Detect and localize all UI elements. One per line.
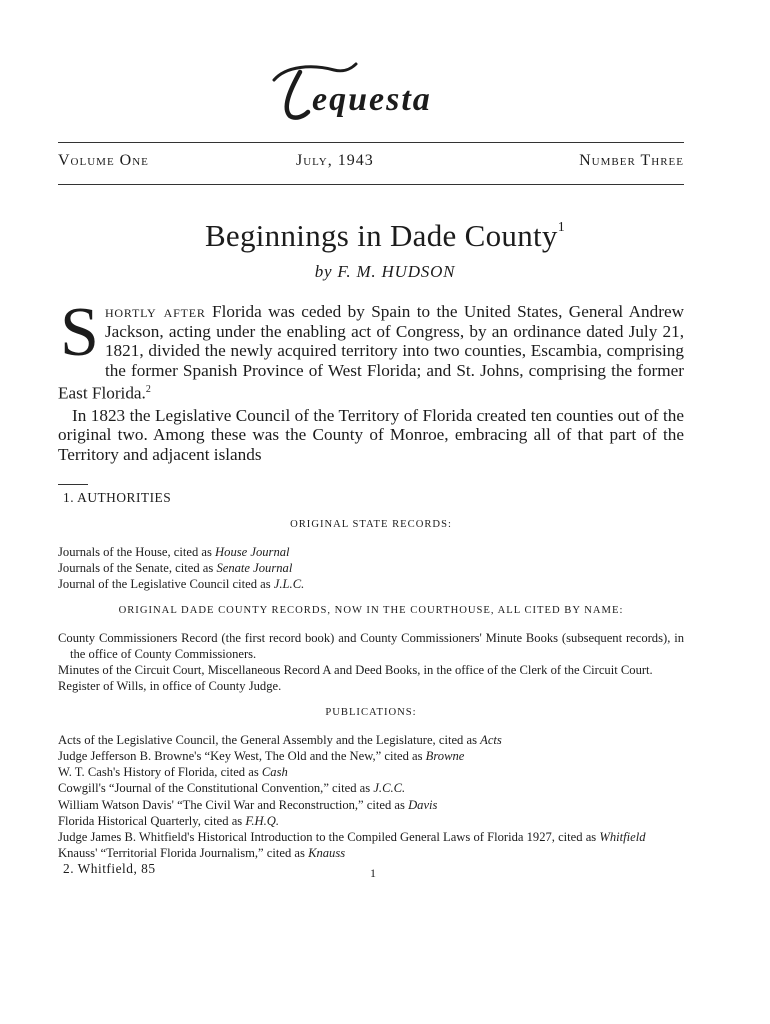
- footnote-entry: Journal of the Legislative Council cited as J.L.C.: [58, 577, 305, 591]
- footnote-entry: Judge Jefferson B. Browne's “Key West, The Old and the New,” cited as Browne: [58, 749, 465, 763]
- publications-heading: PUBLICATIONS:: [325, 707, 417, 718]
- paragraph-2: In 1823 the Legislative Council of the Territory of Florida created ten counties out of the original two. Among these was the County of Monroe, embracing all of that part of the Territory and adjacent islands: [58, 405, 684, 464]
- page-number: 1: [370, 866, 376, 880]
- volume-label: Volume One: [58, 152, 149, 169]
- footnote-rule: [58, 484, 88, 485]
- article-title-text: Beginnings in Dade County: [204, 218, 558, 253]
- byline: by F. M. HUDSON: [314, 262, 456, 281]
- county-records-heading: ORIGINAL DADE COUNTY RECORDS, NOW IN THE COURTHOUSE, ALL CITED BY NAME:: [118, 604, 624, 616]
- header-rule-bottom: [58, 184, 684, 185]
- footnotes: [58, 490, 684, 878]
- footnote-2: 2. Whitfield, 85: [63, 861, 156, 877]
- footnote-1-heading: 1. AUTHORITIES: [63, 490, 172, 505]
- footnote-entry: Florida Historical Quarterly, cited as F.H.Q.: [58, 813, 280, 828]
- footnote-entry: Judge James B. Whitfield's Historical Introduction to the Compiled General Laws of Florida 1927, cited as Whitfield: [58, 830, 646, 845]
- masthead: [0, 50, 770, 130]
- article-title: [0, 218, 770, 254]
- footnote-entry: William Watson Davis' “The Civil War and Reconstruction,” cited as Davis: [58, 797, 438, 812]
- footnote-entry: Register of Wills, in office of County Judge.: [58, 679, 282, 694]
- tequesta-logo: [260, 50, 500, 130]
- footnote-marker-2: 2: [145, 384, 151, 396]
- footnote-entry: Cowgill's “Journal of the Constitutional Convention,” cited as J.C.C.: [58, 781, 406, 796]
- article-body: [58, 294, 684, 464]
- footnote-entry: Journals of the Senate, cited as Senate Journal: [58, 560, 293, 575]
- title-footnote-marker: 1: [557, 220, 566, 235]
- footnote-entry: W. T. Cash's History of Florida, cited as Cash: [58, 765, 288, 780]
- footnote-entry: Minutes of the Circuit Court, Miscellaneous Record A and Deed Books, in the office of the Clerk of the Circuit Court.: [58, 663, 653, 677]
- paragraph-1-text: Florida was ceded by Spain to the United States, General Andrew Jackson, acting under the enabling act of Congress, by an ordinance dated July 21, 1821, divided the newly acquired territory into two counties, Escambia, comprising the former Spanish Province of West Florida; and St. Johns, comprising the former East Florida.: [58, 302, 684, 404]
- issue-date: July, 1943: [296, 152, 374, 169]
- svg-text:equesta: equesta: [312, 81, 432, 118]
- header-rule-top: [58, 142, 684, 143]
- footnote-entry: Journals of the House, cited as House Journal: [58, 544, 290, 559]
- drop-cap: S: [60, 294, 99, 371]
- paragraph-1: [58, 294, 684, 404]
- footnote-entry: Knauss' “Territorial Florida Journalism,” cited as Knauss: [58, 846, 346, 861]
- lead-in: hortly after: [104, 302, 206, 321]
- footnote-entry: County Commissioners Record (the first record book) and County Commissioners' Minute Books (subsequent records), in the office of County Commissioners.: [58, 630, 684, 661]
- state-records-heading: ORIGINAL STATE RECORDS:: [290, 518, 452, 530]
- footnote-entry: Acts of the Legislative Council, the General Assembly and the Legislature, cited as Acts: [58, 732, 502, 747]
- issue-number: Number Three: [579, 152, 684, 169]
